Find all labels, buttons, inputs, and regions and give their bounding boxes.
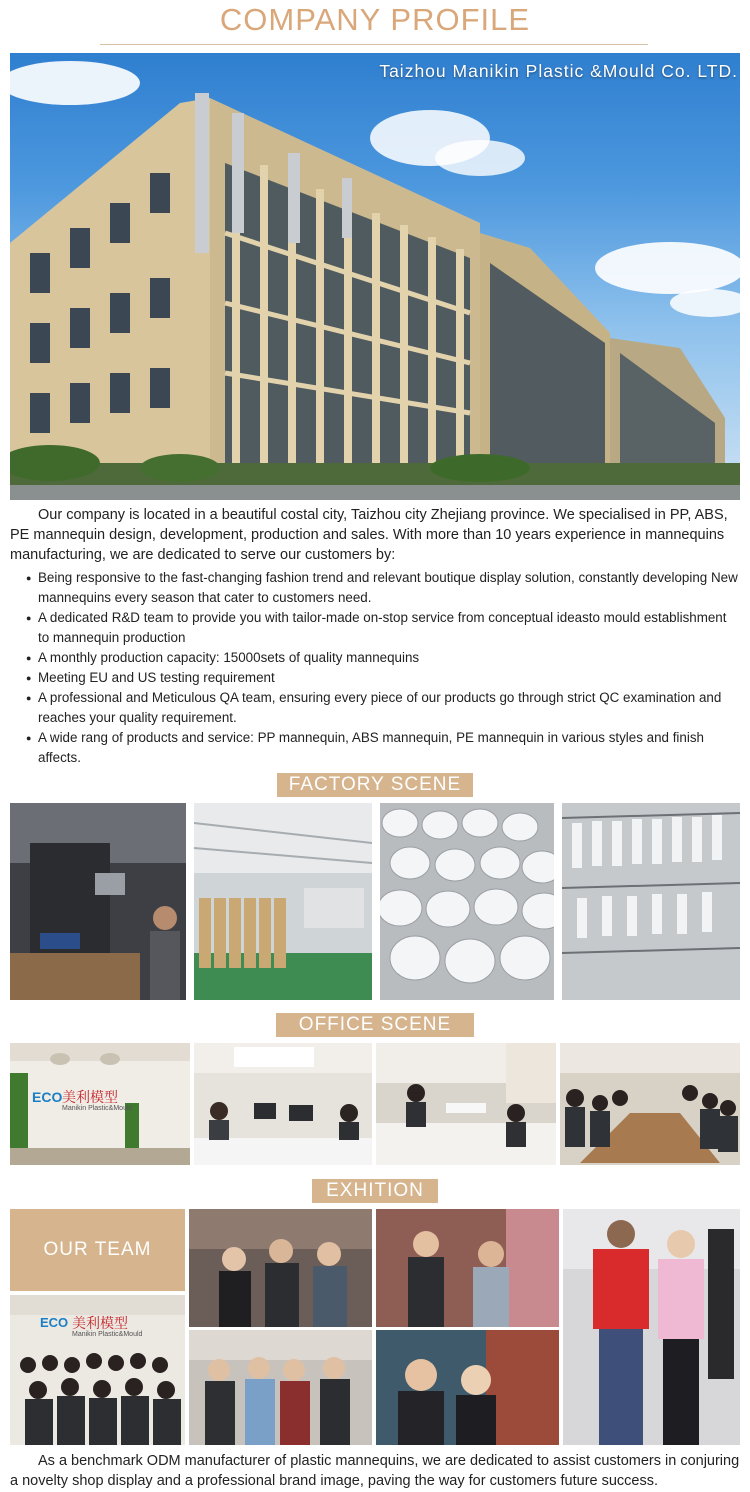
office-photo-open-desks [376, 1043, 556, 1165]
company-name-caption: Taizhou Manikin Plastic &Mould Co. LTD. [379, 61, 738, 81]
list-item: ● A monthly production capacity: 15000sets of quality mannequins [28, 648, 740, 668]
logo-chinese: 美利模型 [62, 1090, 118, 1106]
intro-paragraph: Our company is located in a beautiful costal city, Taizhou city Zhejiang province. We specialised in PP, ABS, PE mannequin design, development, production and sales. With more than 10 years experience in mannequins manufacturing, we are dedicated to serve our customers by: [10, 507, 728, 563]
list-item: ● A dedicated R&D team to provide you with tailor-made on-stop service from conceptual ideasto mould establishment to mannequin production [28, 608, 740, 648]
list-item: ● A wide rang of products and service: PP mannequin, ABS mannequin, PE mannequin in various styles and finish affects. [28, 728, 740, 768]
exhibition-photo-3 [563, 1209, 740, 1445]
office-photo-reception [10, 1043, 190, 1165]
capabilities-list [28, 568, 740, 768]
factory-photo-torsos [380, 803, 554, 1000]
factory-photo-warehouse [194, 803, 372, 1000]
factory-photo-hanging-parts [562, 803, 740, 1000]
exhibition-photo-5 [376, 1330, 559, 1445]
exhibition-photo-4 [189, 1330, 372, 1445]
logo-english: Manikin Plastic&Mould [72, 1331, 143, 1338]
office-photo-meeting [560, 1043, 740, 1165]
closing-paragraph: As a benchmark ODM manufacturer of plastic mannequins, we are dedicated to assist customers in conjuring a novelty shop display and a professional brand image, paving the way for customers future success. [10, 1453, 740, 1489]
factory-photo-machine [10, 803, 186, 1000]
list-item: ● A professional and Meticulous QA team, ensuring every piece of our products go through strict QC examination and reaches your quality requirement. [28, 688, 740, 728]
our-team-label: OUR TEAM [10, 1209, 185, 1291]
logo-mark: ECO [32, 1089, 63, 1105]
exhibition-heading: EXHITION [312, 1179, 438, 1203]
exhibition-photo-2 [376, 1209, 559, 1327]
office-photo-workstations [194, 1043, 372, 1165]
page-title: COMPANY PROFILE [219, 2, 531, 37]
logo-english: Manikin Plastic&Mould [62, 1105, 133, 1112]
team-group-photo [10, 1295, 185, 1445]
exhibition-photo-1 [189, 1209, 372, 1327]
company-building-photo [10, 53, 740, 500]
list-item: ● Meeting EU and US testing requirement [28, 668, 740, 688]
factory-scene-heading: FACTORY SCENE [277, 773, 473, 797]
list-item: ● Being responsive to the fast-changing fashion trend and relevant boutique display solution, constantly developing New mannequins every season that cater to customers need. [28, 568, 740, 608]
office-scene-heading: OFFICE SCENE [276, 1013, 474, 1037]
logo-mark: ECO [40, 1315, 69, 1330]
building-illustration [10, 53, 740, 500]
title-divider [100, 44, 648, 45]
logo-chinese: 美利模型 [72, 1316, 128, 1332]
